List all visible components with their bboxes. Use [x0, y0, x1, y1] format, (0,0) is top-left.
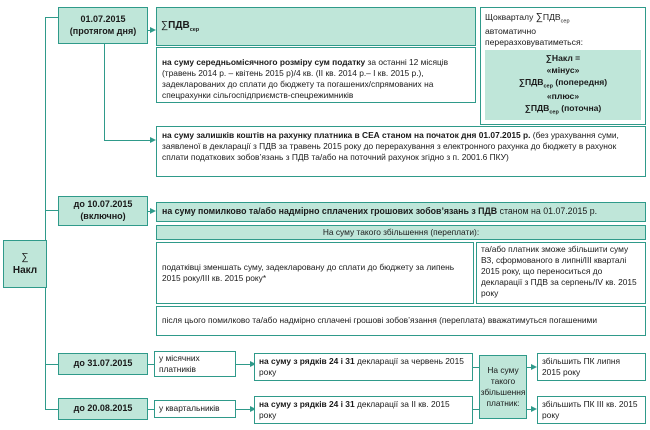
- pk-july-box: збільшить ПК липня 2015 року: [537, 353, 646, 381]
- trunk-line: [45, 17, 46, 409]
- date-label: 01.07.2015: [80, 13, 126, 24]
- rows-q2-box: на суму з рядків 24 і 31 декларації за ІІ кв. 2015 року: [254, 396, 473, 424]
- quarterly-formula: ∑Накл = «мінус» $\sum ПДВ_{сер}$ (попередня) «плюс» $\sum ПДВ_{сер}$ (поточна): [485, 50, 641, 120]
- avg-monthly-box: на суму середньомісячного розміру сум податку за останні 12 місяців (травень 2014 р. – квітень 2015 р)/4 кв. (ІІ кв. 2014 р.– І кв. 2015 р.), задекларованих до сплати до бюджету та погашених/спрямованих на спецрахунки сільгоспідприємств-спецрежимників: [156, 47, 476, 103]
- pdv-avg-header: [156, 7, 476, 46]
- date-label: до 31.07.2015: [73, 358, 133, 369]
- reduce-right-box: та/або платник зможе збільшити суму ВЗ, сформованого в липні/ІІІ кварталі 2015 року, що переноситься до декларації з ПДВ за серпень/ІV кв. 2015 року: [476, 242, 646, 304]
- root-label: Накл: [12, 265, 38, 276]
- monthly-payers-box: у місячних платників: [154, 351, 236, 377]
- root-total-invoices: [3, 240, 47, 288]
- quarterly-recalc-box: [480, 7, 646, 125]
- increase-header: На суму такого збільшення (переплати):: [156, 225, 646, 240]
- date-note: (протягом дня): [69, 25, 137, 36]
- date-box-01-07: [58, 7, 148, 44]
- date-box-20-08: [58, 398, 148, 420]
- pdv-label: ПДВ: [168, 19, 190, 31]
- date-label: до 10.07.2015: [73, 199, 133, 210]
- reduce-left-box: податківці зменшать суму, задекларовану до сплати до бюджету за липень 2015 року/ІІІ кв. 2015 року*: [156, 242, 474, 304]
- date-note: (включно): [80, 211, 126, 221]
- rows-june-box: на суму з рядків 24 і 31 декларації за червень 2015 року: [254, 353, 473, 381]
- pk-q3-box: збільшить ПК ІІІ кв. 2015 року: [537, 396, 646, 424]
- overpaid-box: на суму помилково та/або надмірно сплачених грошових зобов’язань з ПДВ станом на 01.07.2015 р.: [156, 202, 646, 222]
- d1-vertical: [104, 44, 105, 141]
- quarterly-payers-box: у квартальників: [154, 400, 236, 418]
- date-label: до 20.08.2015: [73, 403, 133, 414]
- sigma-symbol: ∑: [21, 251, 29, 263]
- sea-balance-box: на суму залишків коштів на рахунку платника в СЕА станом на початок дня 01.07.2015 р. (без урахування суми, заявленої в декларації з ПДВ за травень 2015 року до перерахування з електронного рахунка до бюджету в рахунок сплати податкових зобов’язань з ПДВ та/або на поточний рахунок згідно з п. 2001.6 ПКУ): [156, 126, 646, 177]
- sigma-symbol: ∑: [161, 19, 169, 31]
- date-box-31-07: [58, 353, 148, 375]
- pdv-subscript: сер: [189, 26, 200, 33]
- d1-to-balance: [104, 140, 152, 141]
- quarterly-text: Щокварталу $\sum ПДВ_{сер}$ автоматично переразховуватиметься:: [485, 12, 583, 48]
- date-box-10-07: [58, 196, 148, 226]
- after-box: після цього помилково та/або надмірно сплачені грошові зобов’язання (переплата) вважатимуться погашеними: [156, 306, 646, 336]
- such-increase-box: На суму такого збільшення платник:: [479, 355, 527, 419]
